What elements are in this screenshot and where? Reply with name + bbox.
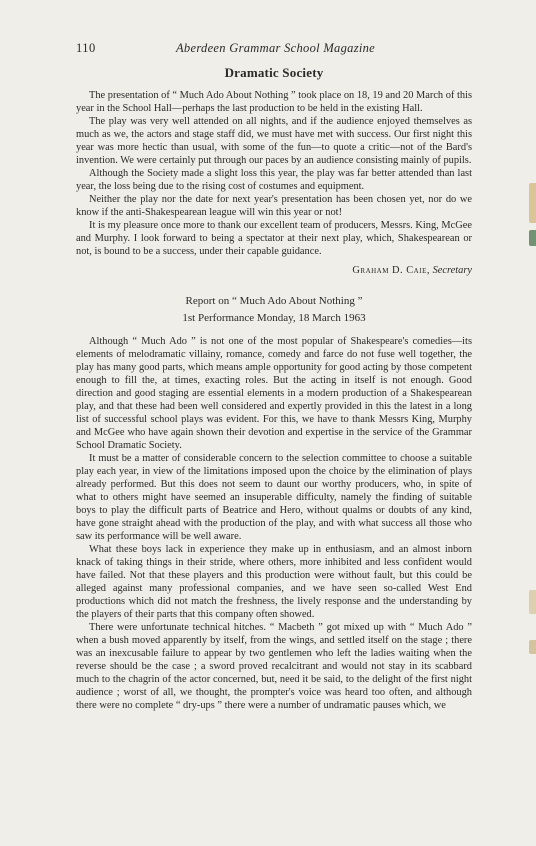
page-number: 110 — [76, 41, 96, 55]
paragraph: There were unfortunate technical hitches. “ Macbeth ” got mixed up with “ Much Ado ” when a bush moved apparently by itself, from the wings, and settled itself on the stage ; there was an inexcusable failure to appear by two gentlemen who left the ladies waiting when the reverse should be the case ; a sword proved recalcitrant and would not stay in its scabbard much to the chagrin of the actor concerned, but, need it be said, to the delight of the first night audience ; worst of all, we thought, the prompter's voice was heard too often, and although there were no complete “ dry-ups ” there were a number of undramatic pauses which, we — [76, 622, 472, 711]
report-title: Report on “ Much Ado About Nothing ” — [185, 295, 363, 307]
signature-name: Graham D. Caie, — [352, 265, 430, 276]
running-head: Aberdeen Grammar School Magazine — [176, 41, 376, 55]
paragraph: The presentation of “ Much Ado About Nothing ” took place on 18, 19 and 20 March of this year in the School Hall—perhaps the last production to be held in the existing Hall. — [76, 90, 472, 114]
section-title: Dramatic Society — [224, 65, 324, 80]
signature — [76, 264, 472, 277]
paragraph: Although the Society made a slight loss this year, the play was far better attended than last year, the loss being due to the rising cost of costumes and equipment. — [76, 168, 472, 192]
paragraph: The play was very well attended on all nights, and if the audience enjoyed themselves as much as we, the actors and stage staff did, we must have met with success. Our first night this year was more hectic than usual, with some of the fun—to quote a critic—not of the Bard's invention. We were certainly put through our paces by an audience consisting mainly of pupils. — [76, 116, 472, 166]
signature-role: Secretary — [432, 265, 472, 276]
paragraph: Although “ Much Ado ” is not one of the most popular of Shakespeare's comedies—its elements of melodramatic villainy, romance, comedy and farce do not fuse well together, the play has many good parts, which means ample opportunity for good acting by those competent enough to fill the, at times, exacting roles. But the acting in itself is not enough. Good direction and good staging are essential elements in a modern production of a Shakespearean play, and that these had been well considered and expertly provided in this the latest in a long list of successful school plays was evident. For this, we have to thank Messrs King, Murphy and McGee who have again shown their devotion and expertise in the service of the Grammar School Dramatic Society. — [76, 336, 472, 451]
article-body — [76, 66, 472, 712]
scan-edge-mark — [529, 183, 536, 223]
scan-edge-mark — [529, 640, 536, 654]
paragraph: It must be a matter of considerable concern to the selection committee to choose a suitable play each year, in view of the limitations imposed upon the choice by the elimination of plays already performed. But this does not seem to daunt our worthy producers, who, in spite of what to others might have seemed an insuperable difficulty, namely the finding of suitable boys to play the difficult parts of Beatrice and Hero, without qualms or doubts of any kind, have gone straight ahead with the production of the play, and with what success all those who saw its performance will be well aware. — [76, 453, 472, 542]
report-heading — [76, 293, 472, 327]
paragraph: What these boys lack in experience they make up in enthusiasm, and an almost inborn knack of taking things in their stride, where others, more inhibited and less confident would have failed. Not that these players and this production were without fault, but this could be alleged against many professional companies, and we have seen so-called West End productions which did not match the freshness, the lively response and the understanding by the players of their parts that this company often showed. — [76, 544, 472, 620]
scan-edge-mark — [529, 590, 536, 614]
paragraph: Neither the play nor the date for next year's presentation has been chosen yet, nor do we know if the anti-Shakespearean league will win this year or not! — [76, 194, 472, 218]
scan-edge-mark — [529, 230, 536, 246]
paragraph: It is my pleasure once more to thank our excellent team of producers, Messrs. King, McGee and Murphy. I look forward to being a spectator at their next play, which, Shakespearean or not, is bound to be a success, under their capable guidance. — [76, 220, 472, 257]
page-header — [76, 41, 472, 57]
report-subtitle: 1st Performance Monday, 18 March 1963 — [182, 312, 366, 324]
